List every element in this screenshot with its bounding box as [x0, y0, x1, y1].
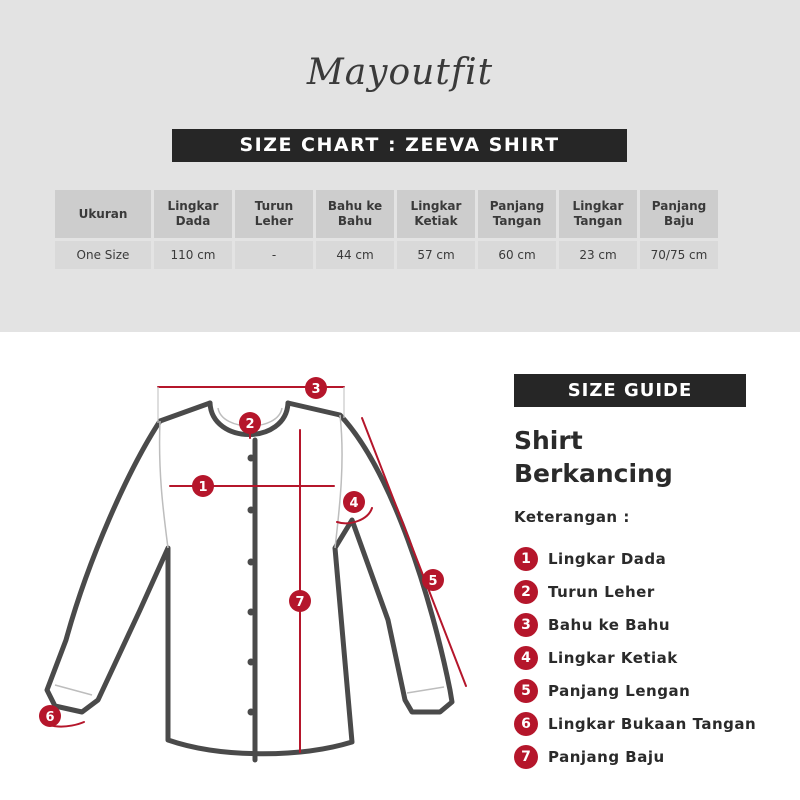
- header-lingkar-ketiak: Lingkar Ketiak: [397, 190, 475, 238]
- marker-7-label: 7: [295, 595, 305, 610]
- marker-1: [192, 475, 214, 497]
- legend-number-badge: 2: [514, 580, 538, 604]
- marker-5-label: 5: [428, 574, 438, 589]
- legend-item-label: Turun Leher: [548, 582, 655, 601]
- marker-3: [305, 377, 327, 399]
- marker-3-label: 3: [311, 382, 321, 397]
- cell-panjang-baju: 70/75 cm: [640, 241, 718, 269]
- left-cuff-line: [55, 685, 92, 695]
- cell-lingkar-ketiak: 57 cm: [397, 241, 475, 269]
- legend-item: [514, 740, 756, 773]
- brand-logo: Mayoutfit: [306, 52, 494, 93]
- table-header-row: [55, 190, 718, 238]
- legend-item-label: Panjang Baju: [548, 747, 665, 766]
- header-bahu-ke-bahu: Bahu ke Bahu: [316, 190, 394, 238]
- legend-item-label: Bahu ke Bahu: [548, 615, 671, 634]
- legend-number-badge: 1: [514, 547, 538, 571]
- size-chart-panel: [0, 0, 800, 332]
- cell-turun-leher: -: [235, 241, 313, 269]
- legend-item: [514, 608, 756, 641]
- garment-type-line-1: Shirt: [514, 426, 583, 455]
- legend-number-badge: 6: [514, 712, 538, 736]
- legend-list: [514, 542, 756, 773]
- size-chart-title: SIZE CHART : ZEEVA SHIRT: [172, 129, 627, 162]
- marker-6: [39, 705, 61, 727]
- legend-number-badge: 4: [514, 646, 538, 670]
- button: [248, 507, 255, 514]
- legend-item: [514, 707, 756, 740]
- shirt-illustration: [0, 332, 500, 800]
- marker-2-label: 2: [245, 417, 255, 432]
- header-ukuran: Ukuran: [55, 190, 151, 238]
- button: [248, 609, 255, 616]
- legend-item: [514, 674, 756, 707]
- size-guide-title: SIZE GUIDE: [514, 374, 746, 407]
- cell-bahu-ke-bahu: 44 cm: [316, 241, 394, 269]
- legend-item-label: Panjang Lengan: [548, 681, 691, 700]
- left-sleeve-seam: [160, 421, 168, 548]
- legend-item-label: Lingkar Ketiak: [548, 648, 678, 667]
- header-panjang-tangan: Panjang Tangan: [478, 190, 556, 238]
- legend-number-badge: 5: [514, 679, 538, 703]
- garment-type-line-2: Berkancing: [514, 459, 673, 488]
- button: [248, 455, 255, 462]
- legend-number-badge: 7: [514, 745, 538, 769]
- marker-1-label: 1: [198, 480, 208, 495]
- cell-lingkar-tangan: 23 cm: [559, 241, 637, 269]
- marker-7: [289, 590, 311, 612]
- cell-lingkar-dada: 110 cm: [154, 241, 232, 269]
- header-turun-leher: Turun Leher: [235, 190, 313, 238]
- header-lingkar-tangan: Lingkar Tangan: [559, 190, 637, 238]
- marker-4: [343, 491, 365, 513]
- cell-ukuran: One Size: [55, 241, 151, 269]
- right-sleeve-seam: [335, 415, 342, 548]
- button: [248, 659, 255, 666]
- legend-item-label: Lingkar Bukaan Tangan: [548, 714, 757, 733]
- legend-heading: Keterangan :: [514, 508, 630, 526]
- legend-item-label: Lingkar Dada: [548, 549, 667, 568]
- legend-item: [514, 575, 756, 608]
- right-cuff-line: [407, 687, 444, 693]
- button: [248, 709, 255, 716]
- legend-item: [514, 641, 756, 674]
- marker-6-label: 6: [45, 710, 55, 725]
- button: [248, 559, 255, 566]
- legend-item: [514, 542, 756, 575]
- marker-5: [422, 569, 444, 591]
- marker-4-label: 4: [349, 496, 359, 511]
- table-row: [55, 241, 718, 269]
- measure-line-sleeve: [362, 418, 466, 686]
- cell-panjang-tangan: 60 cm: [478, 241, 556, 269]
- marker-2: [239, 412, 261, 434]
- header-lingkar-dada: Lingkar Dada: [154, 190, 232, 238]
- legend-number-badge: 3: [514, 613, 538, 637]
- garment-type: [514, 424, 673, 490]
- size-table: [52, 187, 721, 272]
- header-panjang-baju: Panjang Baju: [640, 190, 718, 238]
